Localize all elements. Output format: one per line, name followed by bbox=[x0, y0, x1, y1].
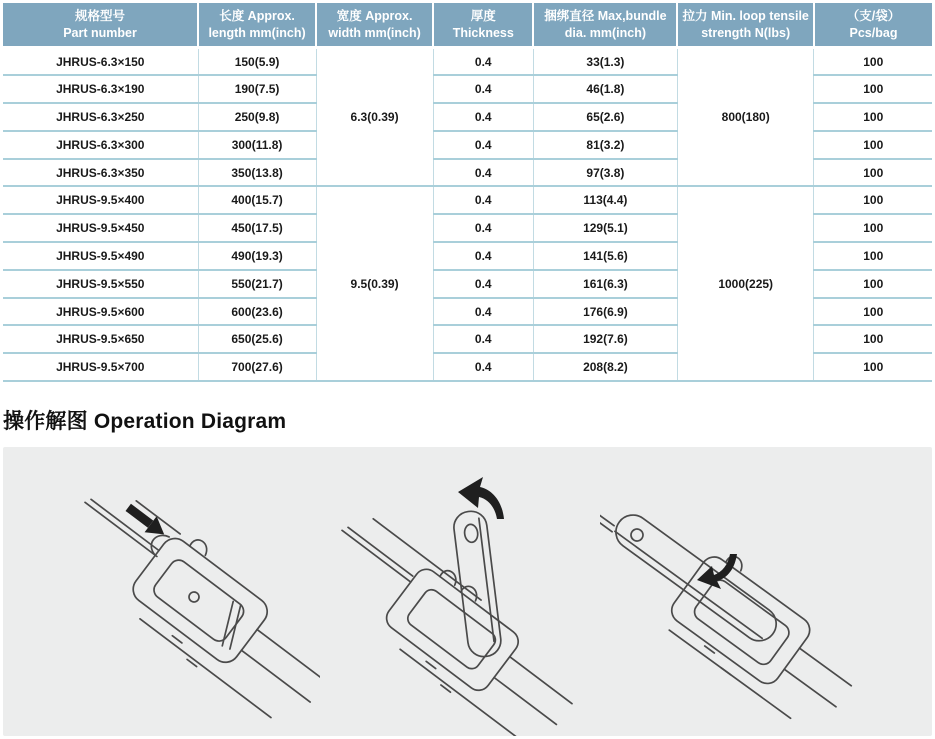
header-width-en: width mm(inch) bbox=[328, 25, 421, 40]
cell-length: 350(13.8) bbox=[198, 159, 316, 187]
cell-pcs: 100 bbox=[814, 103, 932, 131]
buckle-step-1 bbox=[47, 471, 320, 734]
cell-thickness: 0.4 bbox=[433, 159, 533, 187]
header-pcs-bag bbox=[814, 3, 932, 48]
buckle-step-3 bbox=[600, 468, 873, 736]
cell-thickness: 0.4 bbox=[433, 214, 533, 242]
header-row bbox=[3, 3, 932, 48]
cell-thickness: 0.4 bbox=[433, 75, 533, 103]
cell-thickness: 0.4 bbox=[433, 298, 533, 326]
header-bundle-dia bbox=[533, 3, 677, 48]
cell-bundle-dia: 46(1.8) bbox=[533, 75, 677, 103]
section-title: 操作解图 Operation Diagram bbox=[3, 410, 287, 433]
cell-length: 700(27.6) bbox=[198, 353, 316, 381]
cell-length: 650(25.6) bbox=[198, 325, 316, 353]
cell-part-number: JHRUS-9.5×450 bbox=[3, 214, 198, 242]
cell-width-merged: 6.3(0.39) bbox=[316, 48, 433, 187]
cell-pcs: 100 bbox=[814, 159, 932, 187]
cell-pcs: 100 bbox=[814, 325, 932, 353]
cell-length: 300(11.8) bbox=[198, 131, 316, 159]
cell-pcs: 100 bbox=[814, 270, 932, 298]
operation-step-3-illustration bbox=[600, 447, 935, 736]
cell-bundle-dia: 161(6.3) bbox=[533, 270, 677, 298]
cell-part-number: JHRUS-9.5×550 bbox=[3, 270, 198, 298]
cell-width-merged: 9.5(0.39) bbox=[316, 186, 433, 381]
header-thickness-zh: 厚度 bbox=[470, 9, 496, 23]
cell-bundle-dia: 129(5.1) bbox=[533, 214, 677, 242]
header-bundle-dia-en: dia. mm(inch) bbox=[564, 25, 647, 40]
cell-thickness: 0.4 bbox=[433, 131, 533, 159]
table-row bbox=[3, 48, 932, 76]
cell-pcs: 100 bbox=[814, 131, 932, 159]
header-part-number-zh: 规格型号 bbox=[75, 9, 126, 23]
header-tensile-zh: 拉力 Min. loop tensile bbox=[682, 9, 809, 23]
header-bundle-dia-zh: 捆绑直径 Max,bundle bbox=[544, 9, 667, 23]
cell-part-number: JHRUS-9.5×400 bbox=[3, 186, 198, 214]
cell-part-number: JHRUS-6.3×350 bbox=[3, 159, 198, 187]
cell-tensile-merged: 1000(225) bbox=[677, 186, 814, 381]
cell-bundle-dia: 141(5.6) bbox=[533, 242, 677, 270]
spec-table-header bbox=[3, 3, 932, 48]
cell-part-number: JHRUS-9.5×600 bbox=[3, 298, 198, 326]
cell-part-number: JHRUS-9.5×700 bbox=[3, 353, 198, 381]
cell-thickness: 0.4 bbox=[433, 353, 533, 381]
operation-diagram-panel bbox=[3, 447, 932, 736]
cell-length: 150(5.9) bbox=[198, 48, 316, 76]
cell-length: 250(9.8) bbox=[198, 103, 316, 131]
header-thickness bbox=[433, 3, 533, 48]
header-width bbox=[316, 3, 433, 48]
cell-bundle-dia: 81(3.2) bbox=[533, 131, 677, 159]
cell-thickness: 0.4 bbox=[433, 103, 533, 131]
cell-length: 400(15.7) bbox=[198, 186, 316, 214]
operation-step-1-illustration bbox=[10, 447, 320, 736]
cell-thickness: 0.4 bbox=[433, 270, 533, 298]
cell-tensile-merged: 800(180) bbox=[677, 48, 814, 187]
cell-part-number: JHRUS-9.5×650 bbox=[3, 325, 198, 353]
cell-pcs: 100 bbox=[814, 298, 932, 326]
cell-bundle-dia: 33(1.3) bbox=[533, 48, 677, 76]
cell-thickness: 0.4 bbox=[433, 242, 533, 270]
header-part-number-en: Part number bbox=[63, 25, 137, 40]
cell-length: 190(7.5) bbox=[198, 75, 316, 103]
header-length bbox=[198, 3, 316, 48]
header-tensile bbox=[677, 3, 814, 48]
cell-thickness: 0.4 bbox=[433, 325, 533, 353]
cell-bundle-dia: 113(4.4) bbox=[533, 186, 677, 214]
table-row bbox=[3, 186, 932, 214]
cell-bundle-dia: 176(6.9) bbox=[533, 298, 677, 326]
cell-bundle-dia: 65(2.6) bbox=[533, 103, 677, 131]
cell-length: 450(17.5) bbox=[198, 214, 316, 242]
header-part-number bbox=[3, 3, 198, 48]
cell-length: 550(21.7) bbox=[198, 270, 316, 298]
cell-length: 600(23.6) bbox=[198, 298, 316, 326]
header-length-zh: 长度 Approx. bbox=[219, 9, 295, 23]
header-pcs-bag-zh: （支/袋） bbox=[846, 9, 901, 23]
header-length-en: length mm(inch) bbox=[208, 25, 306, 40]
cell-part-number: JHRUS-6.3×150 bbox=[3, 48, 198, 76]
cell-pcs: 100 bbox=[814, 353, 932, 381]
cell-pcs: 100 bbox=[814, 186, 932, 214]
spec-table bbox=[3, 3, 932, 382]
operation-step-2-illustration bbox=[320, 447, 620, 736]
cell-part-number: JHRUS-6.3×190 bbox=[3, 75, 198, 103]
cell-part-number: JHRUS-6.3×250 bbox=[3, 103, 198, 131]
spec-table-body bbox=[3, 48, 932, 382]
cell-length: 490(19.3) bbox=[198, 242, 316, 270]
cell-bundle-dia: 97(3.8) bbox=[533, 159, 677, 187]
cell-pcs: 100 bbox=[814, 214, 932, 242]
cell-part-number: JHRUS-6.3×300 bbox=[3, 131, 198, 159]
header-tensile-en: strength N(lbs) bbox=[701, 25, 791, 40]
cell-bundle-dia: 208(8.2) bbox=[533, 353, 677, 381]
header-pcs-bag-en: Pcs/bag bbox=[849, 25, 898, 40]
cell-thickness: 0.4 bbox=[433, 48, 533, 76]
cell-pcs: 100 bbox=[814, 242, 932, 270]
cell-thickness: 0.4 bbox=[433, 186, 533, 214]
cell-pcs: 100 bbox=[814, 48, 932, 76]
cell-bundle-dia: 192(7.6) bbox=[533, 325, 677, 353]
cell-part-number: JHRUS-9.5×490 bbox=[3, 242, 198, 270]
header-width-zh: 宽度 Approx. bbox=[336, 9, 413, 23]
header-thickness-en: Thickness bbox=[452, 25, 514, 40]
cell-pcs: 100 bbox=[814, 75, 932, 103]
